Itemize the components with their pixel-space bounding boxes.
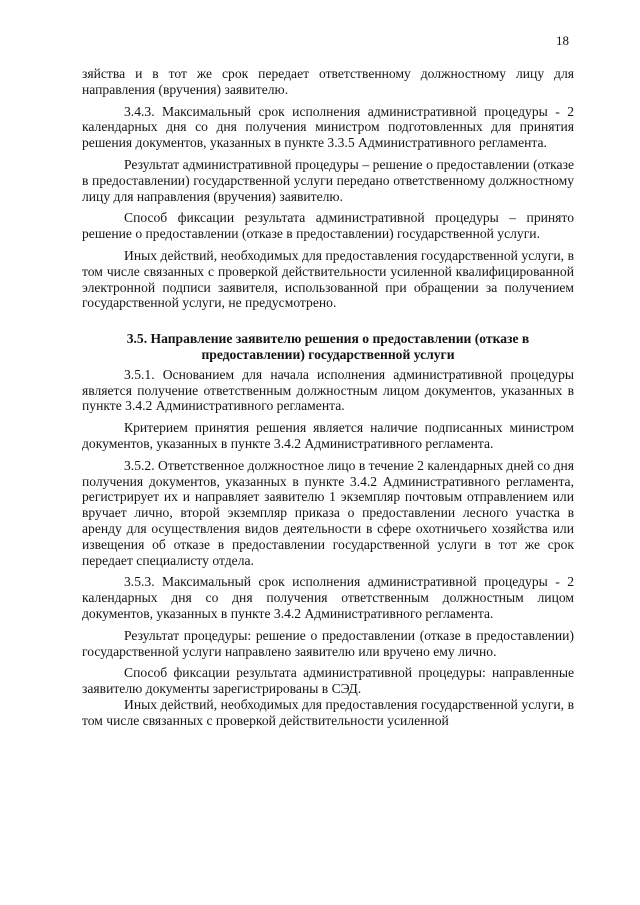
paragraph-result: Результат административной процедуры – решение о предоставлении (отказе в предоставлении) государственной услуги передано ответственному должностному лицу для направления (вручения) заявителю.	[82, 156, 574, 204]
paragraph-fixation-sed: Способ фиксации результата административной процедуры: направленные заявителю документы зарегистрированы в СЭД.	[82, 665, 574, 697]
section-heading-3-5: 3.5. Направление заявителю решения о предоставлении (отказе в предоставлении) государственной услуги	[126, 331, 530, 362]
paragraph-3-5-2: 3.5.2. Ответственное должностное лицо в течение 2 календарных дней со дня получения документов, указанных в пункте 3.4.2 Административного регламента, регистрирует их и направляет заявителю 1 экземпляр почтовым отправлением или вручает лично, второй экземпляр приказа о предоставлении лесного участка в аренду для осуществления видов деятельности в сфере охотничьего хозяйства или извещения об отказе в предоставлении государственной услуги в тот же срок передает специалисту отдела.	[82, 457, 574, 568]
paragraph-3-5-1: 3.5.1. Основанием для начала исполнения административной процедуры является получение ответственным должностным лицом документов, указанных в пункте 3.4.2 Административного регламента.	[82, 366, 574, 414]
paragraph-other-actions-cont: Иных действий, необходимых для предоставления государственной услуги, в том числе связанных с проверкой действительности усиленной	[82, 696, 574, 728]
document-body	[82, 66, 574, 728]
page-number: 18	[556, 33, 569, 48]
paragraph-3-4-3: 3.4.3. Максимальный срок исполнения административной процедуры - 2 календарных дня со дня получения министром подготовленных для принятия решения документов, указанных в пункте 3.3.5 Административного регламента.	[82, 103, 574, 151]
paragraph-procedure-result: Результат процедуры: решение о предоставлении (отказе в предоставлении) государственной услуги направлено заявителю или вручено ему лично.	[82, 627, 574, 659]
paragraph-other-actions: Иных действий, необходимых для предоставления государственной услуги, в том числе связанных с проверкой действительности усиленной квалифицированной электронной подписи заявителя, использованной при обращении за получением государственной услуги, не предусмотрено.	[82, 247, 574, 311]
paragraph-3-5-3: 3.5.3. Максимальный срок исполнения административной процедуры - 2 календарных дня со дня получения ответственным должностным лицом документов, указанных в пункте 3.4.2 Административного регламента.	[82, 574, 574, 621]
paragraph-criterion: Критерием принятия решения является наличие подписанных министром документов, указанных в пункте 3.4.2 Административного регламента.	[82, 420, 574, 451]
paragraph-fixation: Способ фиксации результата административной процедуры – принято решение о предоставлении (отказе в предоставлении) государственной услуги.	[82, 210, 574, 242]
paragraph-continuation: зяйства и в тот же срок передает ответственному должностному лицу для направления (вручения) заявителю.	[82, 66, 574, 97]
